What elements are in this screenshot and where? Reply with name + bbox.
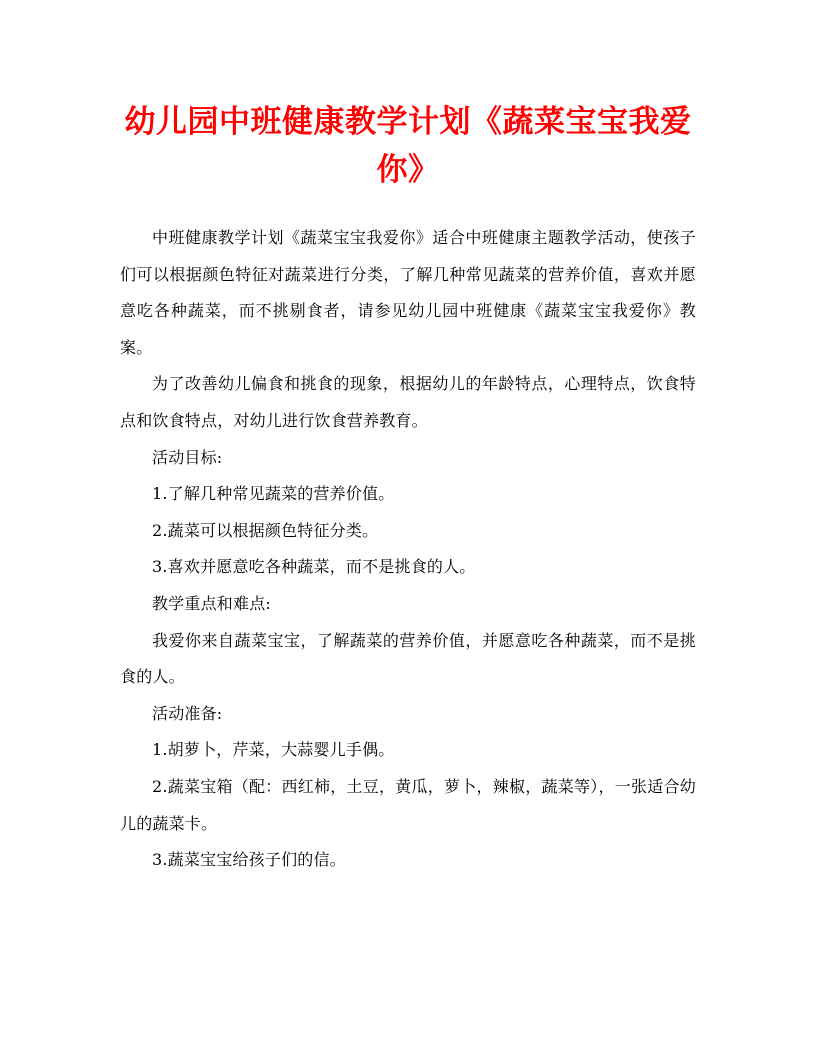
- list-item-goal-2: 2.蔬菜可以根据颜色特征分类。: [152, 520, 379, 540]
- paragraph-purpose: 为了改善幼儿偏食和挑食的现象，根据幼儿的年龄特点，心理特点，饮食特点和饮食特点，对幼儿进行饮食营养教育。: [120, 374, 696, 430]
- paragraph-key-points: 我爱你来自蔬菜宝宝，了解蔬菜的营养价值，并愿意吃各种蔬菜，而不是挑食的人。: [120, 630, 696, 687]
- document-body: [120, 220, 696, 879]
- list-item-prep-2: 2.蔬菜宝箱（配：西红柿，土豆，黄瓜，萝卜，辣椒，蔬菜等），一张适合幼儿的蔬菜卡。: [120, 776, 696, 833]
- list-item-goal-3: 3.喜欢并愿意吃各种蔬菜，而不是挑食的人。: [152, 557, 476, 577]
- section-heading-goals: 活动目标:: [152, 447, 223, 467]
- list-item-goal-1: 1.了解几种常见蔬菜的营养价值。: [152, 484, 395, 504]
- list-item-prep-1: 1.胡萝卜，芹菜，大蒜婴儿手偶。: [152, 740, 395, 760]
- section-heading-preparation: 活动准备:: [152, 703, 223, 723]
- list-item-prep-3: 3.蔬菜宝宝给孩子们的信。: [152, 850, 346, 870]
- paragraph-intro: 中班健康教学计划《蔬菜宝宝我爱你》适合中班健康主题教学活动，使孩子们可以根据颜色特征对蔬菜进行分类，了解几种常见蔬菜的营养价值，喜欢并愿意吃各种蔬菜，而不挑剔食者，请参见幼儿园中班健康《蔬菜宝宝我爱你》教案。: [120, 228, 696, 357]
- document-title: 幼儿园中班健康教学计划《蔬菜宝宝我爱你》: [124, 104, 692, 188]
- section-heading-key-points: 教学重点和难点:: [152, 593, 271, 613]
